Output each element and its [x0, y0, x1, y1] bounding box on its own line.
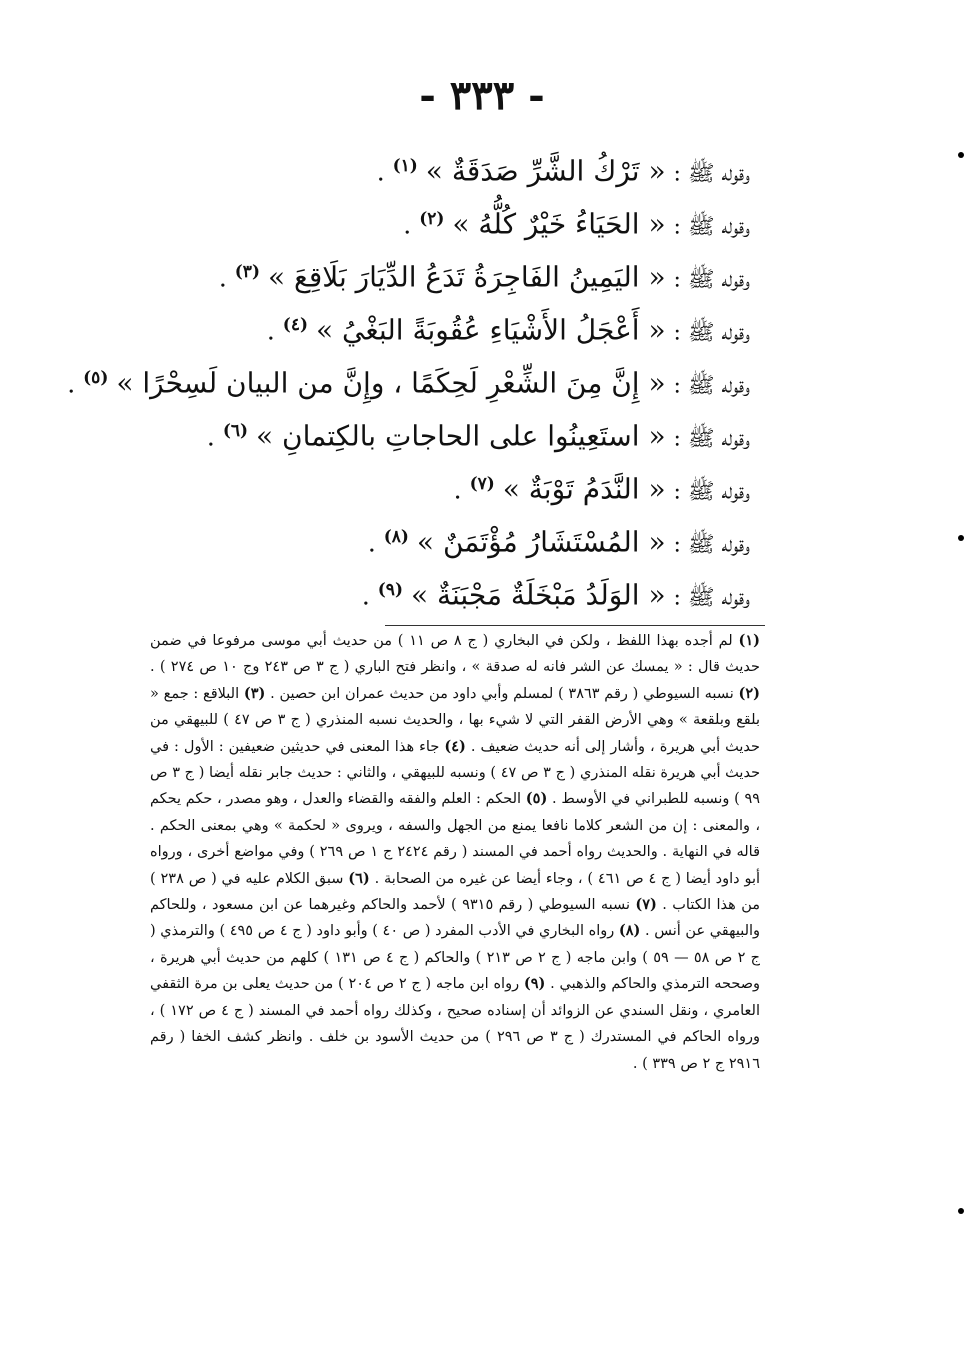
footnote-ref: (٦)	[222, 421, 249, 441]
footnote-divider	[385, 625, 765, 626]
hadith-list	[67, 140, 750, 617]
hadith-line	[150, 564, 750, 617]
hadith-lead: وقوله ﷺ :	[673, 320, 750, 346]
footnote-number: (٦)	[348, 869, 370, 887]
footnote-ref: (٨)	[383, 527, 409, 547]
footnote-number: (٥)	[525, 790, 548, 808]
footnote-text: سبق الكلام عليه في ( ص ٢٣٨ ) من هذا الكتاب .	[150, 870, 760, 914]
footnote-text: الحكم : العلم والفقه والقضاء والعدل ، وهو مصدر ، حكم يحكم ، والمعنى : إن من الشعر كلاما نافعا يمنع من الجهل والسفه ، ويروى « لحكمة » وهي بمعنى الحكم . قاله في النهاية . والحديث رواه أحمد في المسند ( رقم ٢٤٢٤ ج ١ ص ٢٦٩ ) وفي مواضع أخرى ، ورواه أبو داود أيضا ( ج ٤ ص ٤٦١ ) ، وجاء أيضا عن غيره من الصحابة .	[150, 791, 761, 887]
footnote-number: (٨)	[618, 922, 641, 940]
hadith-lead: وقوله ﷺ :	[673, 585, 750, 611]
hadith-line	[67, 352, 750, 405]
footnote-text: رواه البخاري في الأدب المفرد ( ص ٤٠ ) وأبو داود ( ج ٤ ص ٤٩٥ ) والترمذي ( ج ٢ ص ٥٨ — ٥٩ ) وابن ماجه ( ج ٢ ص ٢١٣ ) والحاكم ( ج ٤ ص ١٣١ ) كلهم من حديث أبي هريرة ، وصححه الترمذي والحاكم والذهبي .	[150, 923, 761, 993]
page-number: - ٣٣٣ -	[419, 72, 545, 119]
hadith-end: .	[67, 369, 76, 399]
footnotes	[150, 628, 760, 1077]
hadith-text: « استَعِينُوا على الحاجاتِ بالكِتمانِ »	[256, 419, 666, 453]
hadith-end: .	[376, 157, 385, 187]
hadith-lead: وقوله ﷺ :	[673, 214, 750, 240]
footnote-ref: (٤)	[282, 315, 308, 335]
footnote	[150, 633, 760, 675]
hadith-end: .	[266, 316, 275, 346]
footnote-text: لم أجده بهذا اللفظ ، ولكن في البخاري ( ج ٨ ص ١١ ) من حديث أبي موسى مرفوعا في ضمن حديث قال : « يمسك عن الشر فانه له صدقة » ، وانظر فتح الباري ( ج ٣ ص ٢٤٣ وج ١٠ ص ٢٧٤ ) .	[150, 633, 761, 676]
hadith-text: « تَرْكُ الشَّرِّ صَدَقَةٌ »	[425, 154, 666, 188]
footnote-text: رواه ابن ماجه ( ج ٢ ص ٢٠٤ ) من حديث يعلى بن مرة الثقفي العامري ، ونقل السندي عن الزوائد أن إسناده صحيح ، وكذلك رواه أحمد في المسند ( ج ٤ ص ١٧٢ ) ، ورواه الحاكم في المستدرك ( ج ٣ ص ٢٩٦ ) من حديث الأسود بن خلف . وانظر كشف الخفا ( رقم ٢٩١٦ ج ٢ ص ٣٣٩ ) .	[150, 976, 760, 1072]
footnote-ref: (٢)	[419, 209, 445, 229]
hadith-text: « النَّدَمُ تَوْبَةٌ »	[502, 472, 666, 506]
hadith-text: « المُسْتَشَارُ مُؤْتَمَنٌ »	[416, 525, 666, 559]
hadith-lead: وقوله ﷺ :	[673, 426, 750, 452]
footnote-text: نسبه السيوطي ( رقم ٣٨٦٣ ) لمسلم وأبي داود من حديث عمران ابن حصين .	[270, 685, 734, 702]
margin-mark	[958, 535, 964, 541]
footnote-text: نسبه السيوطي ( رقم ٩٣١٥ ) لأحمد والحاكم وغيرهما عن ابن مسعود ، وللحاكم والبيهقي عن أنس .	[150, 897, 761, 940]
hadith-end: .	[361, 581, 370, 611]
hadith-line	[150, 246, 750, 299]
hadith-end: .	[367, 528, 376, 558]
footnote-ref: (٥)	[83, 368, 109, 388]
footnote-number: (٣)	[243, 684, 266, 702]
hadith-lead: وقوله ﷺ :	[673, 479, 750, 505]
hadith-end: .	[218, 263, 227, 293]
margin-mark	[958, 152, 964, 158]
hadith-lead: وقوله ﷺ :	[673, 532, 750, 558]
hadith-end: .	[206, 422, 215, 452]
footnote-ref: (٣)	[234, 262, 260, 282]
footnote-ref: (٧)	[469, 474, 495, 494]
hadith-line	[150, 140, 750, 193]
hadith-end: .	[403, 210, 412, 240]
footnote-number: (٩)	[523, 975, 546, 993]
hadith-text: « الحَيَاءُ خَيْرٌ كُلُّهُ »	[452, 207, 666, 241]
hadith-text: « اليَمِينُ الفَاجِرَةُ تَدَعُ الدِّيَارَ بَلَاقِعَ »	[267, 260, 666, 294]
footnote-number: (١)	[738, 632, 761, 649]
hadith-text: « أَعْجَلُ الأَشْيَاءِ عُقُوبَةً البَغْيُ »	[315, 313, 666, 347]
hadith-line	[150, 193, 750, 246]
hadith-text: « الوَلَدُ مَبْخَلَةٌ مَجْبَنَةٌ »	[410, 578, 666, 612]
footnote-number: (٤)	[444, 737, 466, 755]
footnote	[265, 686, 760, 702]
footnote-ref: (٩)	[377, 580, 403, 600]
footnote-number: (٢)	[738, 684, 761, 702]
hadith-line	[150, 511, 750, 564]
footnote-ref: (١)	[392, 156, 418, 176]
hadith-end: .	[453, 475, 462, 505]
footnote-text: جاء هذا المعنى في حديثين ضعيفين : الأول : في حديث أبي هريرة نقله المنذري ( ج ٣ ص ٤٧ ) ونسبه للبيهقي ، والثاني : حديث جابر نقله أيضا ( ج ٣ ص ٩٩ ) ونسبه للطبراني في الأوسط .	[150, 738, 761, 808]
hadith-lead: وقوله ﷺ :	[673, 267, 750, 293]
hadith-text: « إِنَّ مِنَ الشِّعْرِ لَحِكَمًا ، وإِنَّ من البيان لَسِحْرًا »	[116, 366, 666, 400]
hadith-lead: وقوله ﷺ :	[673, 373, 750, 399]
footnote-text: البلاقع : جمع « بلقع وبلقعة » وهي الأرض القفر التي لا شيء بها ، والحديث نسبه المنذري ( ج ٣ ص ٤٧ ) للبيهقي من حديث أبي هريرة ، وأشار إلى أنه حديث ضعيف .	[150, 685, 761, 755]
hadith-line	[150, 299, 750, 352]
hadith-line	[150, 405, 750, 458]
margin-mark	[958, 1208, 964, 1214]
footnote-number: (٧)	[635, 896, 657, 914]
hadith-lead: وقوله ﷺ :	[673, 161, 750, 187]
hadith-line	[150, 458, 750, 511]
